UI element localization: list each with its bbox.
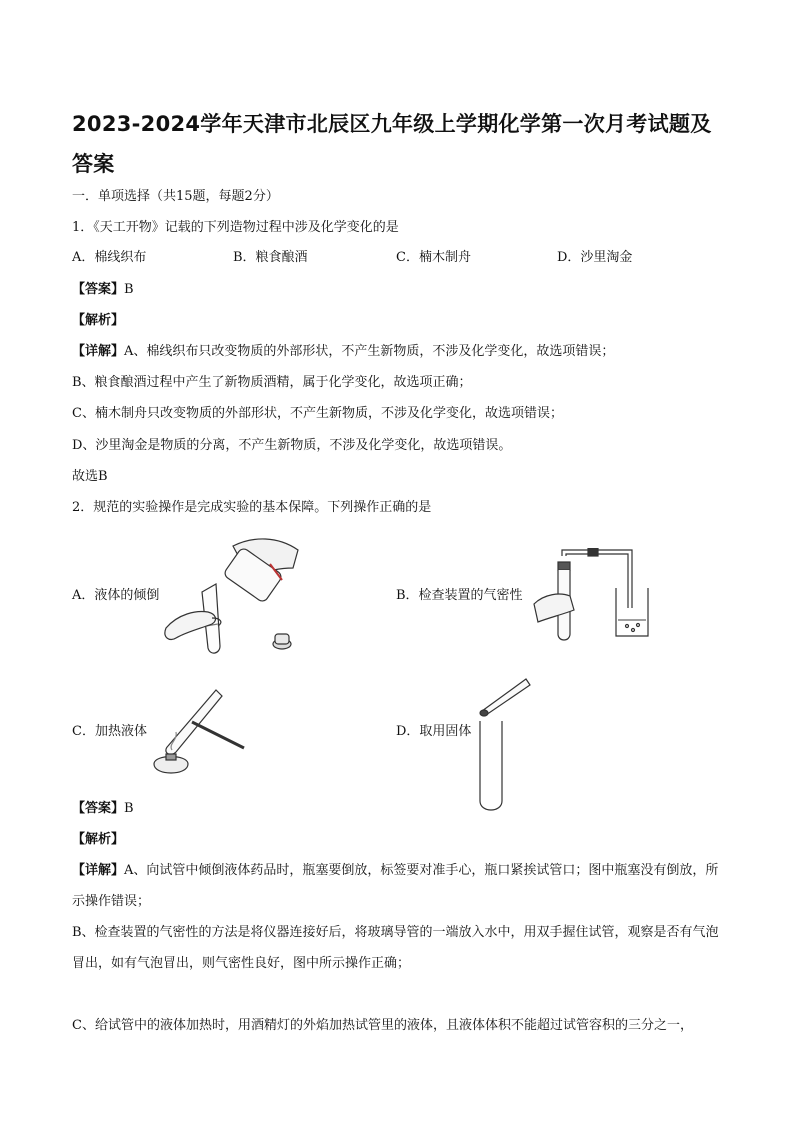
q1-conclusion: 故选B <box>72 469 108 484</box>
heating-liquid-illustration <box>148 684 258 784</box>
q1-analysis-tag: 【解析】 <box>72 313 125 328</box>
figure-heating-liquid <box>148 684 258 784</box>
pouring-liquid-illustration <box>158 528 308 660</box>
figure-taking-solid <box>474 675 544 813</box>
answer-tag: 【答案】 <box>72 282 125 297</box>
question-2-stem: 2．规范的实验操作是完成实验的基本保障。下列操作正确的是 <box>72 500 432 515</box>
q1-option-a: A．棉线织布 <box>72 250 147 265</box>
q2-detail-b: B、检查装置的气密性的方法是将仪器连接好后，将玻璃导管的一端放入水中，用双手握住试管，观察是否有气泡冒出，如有气泡冒出，则气密性良好，图中所示操作正确； <box>72 925 719 971</box>
question-1-stem: 1．《天工开物》记载的下列造物过程中涉及化学变化的是 <box>72 220 399 235</box>
q2-detail-c: C、给试管中的液体加热时，用酒精灯的外焰加热试管里的液体，且液体体积不能超过试管容积的三分之一， <box>72 1018 693 1033</box>
q1-option-c: C．楠木制舟 <box>396 250 471 265</box>
figure-pouring-liquid <box>158 528 308 660</box>
page-title: 2023-2024学年天津市北辰区九年级上学期化学第一次月考试题及答案 <box>72 112 712 176</box>
q2-option-d: D．取用固体 <box>396 724 472 739</box>
detail-text: A、棉线织布只改变物质的外部形状，不产生新物质，不涉及化学变化，故选项错误； <box>124 344 615 359</box>
answer-value: B <box>124 801 134 816</box>
q2-answer <box>72 800 134 818</box>
figure-airtightness-check <box>530 548 660 648</box>
detail-tag: 【详解】 <box>72 863 125 878</box>
q1-detail-d: D、沙里淘金是物质的分离，不产生新物质，不涉及化学变化，故选项错误。 <box>72 438 512 453</box>
answer-value: B <box>124 282 134 297</box>
answer-tag: 【答案】 <box>72 801 125 816</box>
q1-detail-a <box>72 343 614 361</box>
q2-option-c: C．加热液体 <box>72 724 147 739</box>
q1-option-d: D．沙里淘金 <box>557 250 633 265</box>
airtightness-illustration <box>530 548 660 648</box>
detail-tag: 【详解】 <box>72 344 125 359</box>
q1-detail-c: C、楠木制舟只改变物质的外部形状，不产生新物质，不涉及化学变化，故选项错误； <box>72 406 563 421</box>
q2-option-b: B．检查装置的气密性 <box>396 588 523 603</box>
detail-text: A、向试管中倾倒液体药品时，瓶塞要倒放，标签要对准手心，瓶口紧挨试管口；图中瓶塞没有倒放，所示操作错误； <box>72 863 719 909</box>
q1-answer <box>72 281 134 299</box>
q2-analysis-tag: 【解析】 <box>72 832 125 847</box>
q2-option-a: A．液体的倾倒 <box>72 588 160 603</box>
q1-option-b: B．粮食酿酒 <box>233 250 308 265</box>
q2-detail-a <box>72 855 724 917</box>
q1-detail-b: B、粮食酿酒过程中产生了新物质酒精，属于化学变化，故选项正确； <box>72 375 472 390</box>
taking-solid-illustration <box>474 675 544 813</box>
section-heading: 一．单项选择（共15题，每题2分） <box>72 189 279 204</box>
